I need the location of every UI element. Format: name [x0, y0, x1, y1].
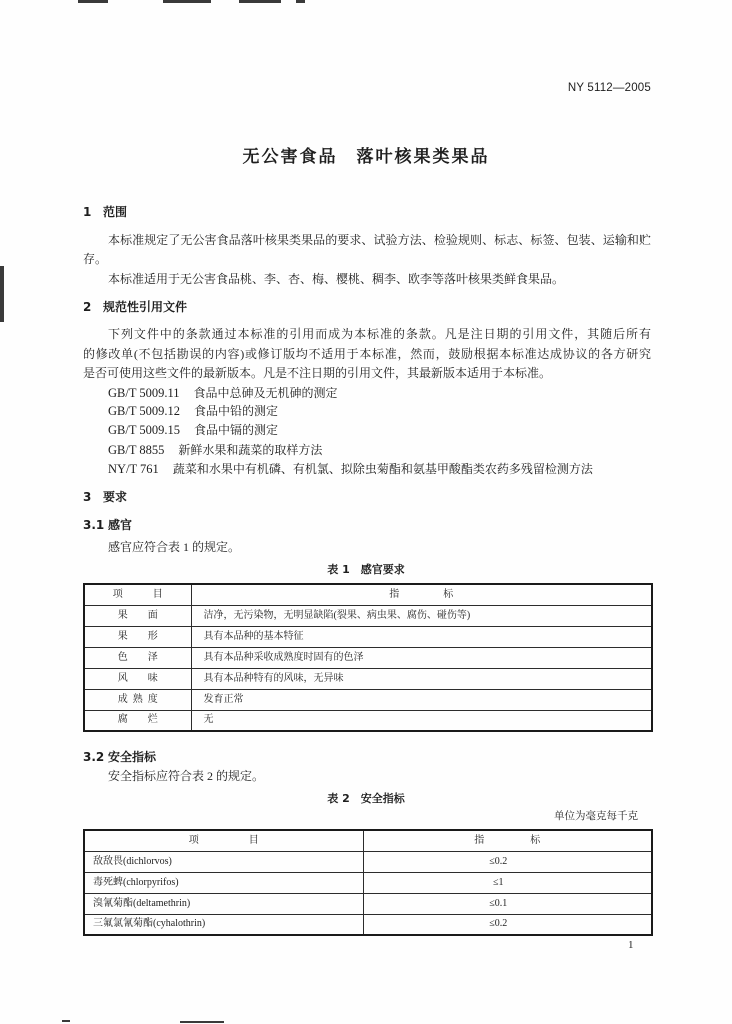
section-heading	[83, 489, 127, 505]
safety-indicators-table	[83, 829, 653, 936]
scan-artifact	[239, 0, 281, 3]
table-cell-value: ≤1	[363, 872, 652, 893]
subsection-heading	[83, 749, 156, 765]
column-header: 项 目	[84, 584, 191, 605]
table-caption: 表 1 感官要求	[327, 563, 405, 576]
section-heading	[83, 204, 127, 220]
subsection-number: 3.2	[83, 750, 105, 764]
table-caption: 表 2 安全指标	[327, 792, 405, 805]
paragraph-line: 是否可使用这些文件的最新版本。凡是不注日期的引用文件，其最新版本适用于本标准。	[83, 366, 552, 380]
reference-item	[108, 403, 278, 419]
scan-artifact	[0, 266, 4, 322]
subsection-text: 感官应符合表 1 的规定。	[108, 540, 241, 554]
scan-artifact	[163, 0, 211, 3]
reference-title: 蔬菜和水果中有机磷、有机氯、拟除虫菊酯和氨基甲酸酯类农药多残留检测方法	[172, 462, 593, 476]
table-header-row	[84, 830, 652, 851]
scan-artifact	[296, 0, 305, 3]
reference-code: NY/T 761	[108, 462, 159, 476]
paragraph-line: 下列文件中的条款通过本标准的引用而成为本标准的条款。凡是注日期的引用文件，其随后所有	[108, 327, 651, 341]
section-number: 2	[83, 300, 92, 314]
table-row	[84, 605, 652, 626]
reference-code: GB/T 5009.12	[108, 404, 180, 418]
table-cell-item: 腐 烂	[84, 710, 191, 731]
table-cell-item: 三氟氯氰菊酯(cyhalothrin)	[84, 914, 363, 935]
table-row	[84, 914, 652, 935]
paragraph-line: 本标准适用于无公害食品桃、李、杏、梅、樱桃、稠李、欧李等落叶核果类鲜食果品。	[108, 272, 565, 286]
subsection-number: 3.1	[83, 518, 105, 532]
table-cell-value: 无	[191, 710, 652, 731]
paragraph-line: 本标准规定了无公害食品落叶核果类果品的要求、试验方法、检验规则、标志、标签、包装、运输和贮	[108, 233, 651, 247]
paragraph-line: 的修改单(不包括勘误的内容)或修订版均不适用于本标准，然而，鼓励根据本标准达成协议的各方研究	[83, 347, 651, 361]
sensory-requirements-table	[83, 583, 653, 732]
table-row	[84, 668, 652, 689]
page-number: 1	[628, 939, 634, 951]
reference-code: GB/T 5009.11	[108, 386, 180, 400]
reference-title: 新鲜水果和蔬菜的取样方法	[178, 443, 323, 457]
reference-item	[108, 442, 322, 458]
table-row	[84, 710, 652, 731]
standard-number: NY 5112—2005	[567, 82, 651, 94]
subsection-title: 安全指标	[108, 750, 157, 764]
table-row	[84, 647, 652, 668]
section-heading	[83, 299, 187, 315]
table-cell-item: 毒死蜱(chlorpyrifos)	[84, 872, 363, 893]
scan-artifact	[62, 1020, 70, 1022]
table-cell-value: ≤0.1	[363, 893, 652, 914]
reference-item	[108, 385, 338, 401]
section-number: 3	[83, 490, 92, 504]
table-cell-item: 色 泽	[84, 647, 191, 668]
table-cell-item: 成熟度	[84, 689, 191, 710]
table-header-row	[84, 584, 652, 605]
table-cell-item: 果 面	[84, 605, 191, 626]
reference-title: 食品中总砷及无机砷的测定	[193, 386, 338, 400]
scan-artifact	[180, 1021, 224, 1023]
table-cell-value: 洁净，无污染物，无明显缺陷(裂果、病虫果、腐伤、碰伤等)	[191, 605, 652, 626]
table-unit-note: 单位为毫克每千克	[554, 811, 638, 822]
document-title: 无公害食品 落叶核果类果品	[242, 147, 490, 167]
table-cell-item: 风 味	[84, 668, 191, 689]
subsection-heading	[83, 517, 132, 533]
table-cell-item: 溴氰菊酯(deltamethrin)	[84, 893, 363, 914]
column-header: 指 标	[191, 584, 652, 605]
scan-artifact	[78, 0, 108, 3]
table-cell-value: ≤0.2	[363, 851, 652, 872]
paragraph-line: 存。	[83, 252, 108, 266]
table-cell-value: ≤0.2	[363, 914, 652, 935]
table-row	[84, 851, 652, 872]
section-title: 要求	[103, 490, 128, 504]
table-row	[84, 626, 652, 647]
reference-title: 食品中铅的测定	[194, 404, 279, 418]
reference-code: GB/T 5009.15	[108, 423, 180, 437]
reference-item	[108, 422, 278, 438]
table-cell-item: 果 形	[84, 626, 191, 647]
table-row	[84, 689, 652, 710]
section-title: 规范性引用文件	[103, 300, 188, 314]
table-cell-value: 发育正常	[191, 689, 652, 710]
section-number: 1	[83, 205, 92, 219]
column-header: 指 标	[363, 830, 652, 851]
table-row	[84, 893, 652, 914]
table-cell-value: 具有本品种特有的风味，无异味	[191, 668, 652, 689]
reference-item	[108, 461, 593, 477]
subsection-title: 感官	[108, 518, 133, 532]
section-title: 范围	[103, 205, 128, 219]
table-cell-value: 具有本品种采收成熟度时固有的色泽	[191, 647, 652, 668]
column-header: 项 目	[84, 830, 363, 851]
table-row	[84, 872, 652, 893]
table-cell-item: 敌敌畏(dichlorvos)	[84, 851, 363, 872]
reference-code: GB/T 8855	[108, 443, 165, 457]
table-cell-value: 具有本品种的基本特征	[191, 626, 652, 647]
reference-title: 食品中镉的测定	[194, 423, 279, 437]
subsection-text: 安全指标应符合表 2 的规定。	[108, 769, 265, 783]
